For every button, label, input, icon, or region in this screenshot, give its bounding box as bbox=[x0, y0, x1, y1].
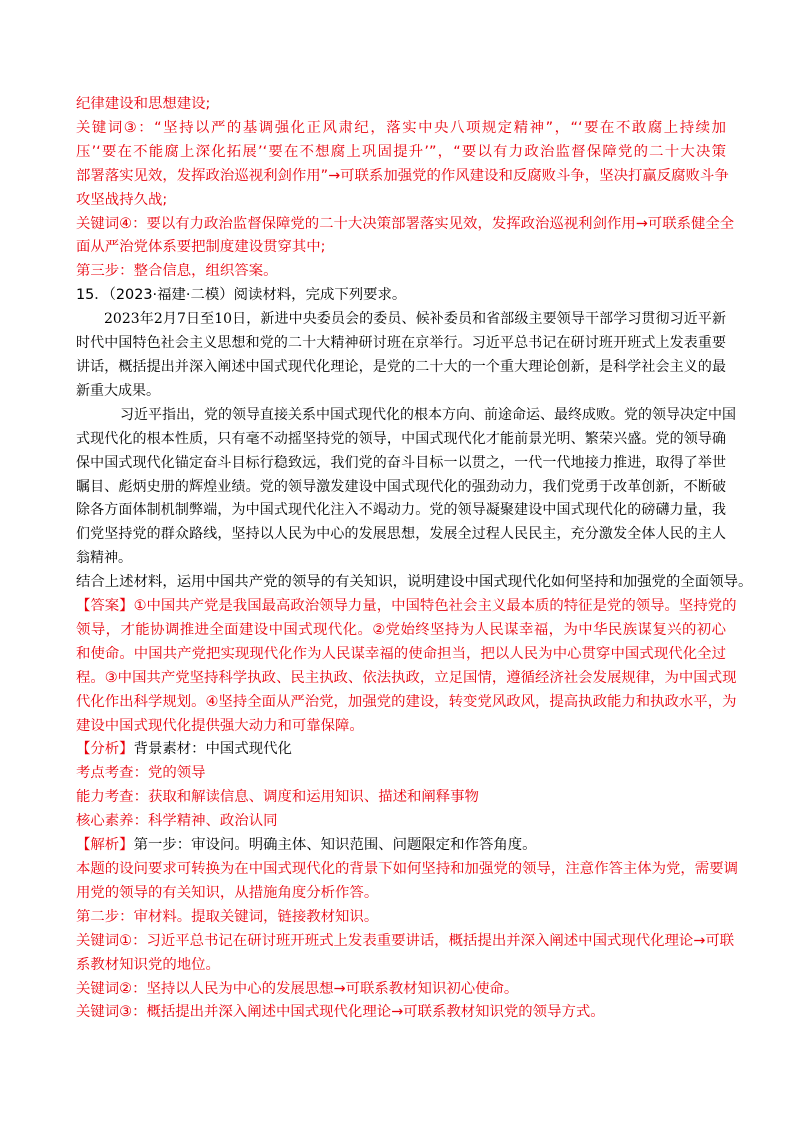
text-line: 关键词③：“坚持以严的基调强化正风肃纪，落实中央八项规定精神”，“‘要在不敢腐上持续加 bbox=[76, 119, 726, 136]
analysis-text: 背景素材：中国式现代化 bbox=[133, 741, 292, 758]
question-heading: 15．（2023·福建·二模）阅读材料，完成下列要求。 bbox=[76, 287, 407, 304]
material-line: 们党坚持党的群众路线，坚持以人民为中心的发展思想，发展全过程人民民主，充分激发全体人民的主人 bbox=[76, 526, 726, 543]
answer-line: 【答案】①中国共产党是我国最高政治领导力量，中国特色社会主义最本质的特征是党的领导。坚持党的 bbox=[76, 598, 737, 615]
text-line: 攻坚战持久战; bbox=[76, 191, 168, 208]
material-line: 翁精神。 bbox=[76, 550, 132, 567]
explanation-label: 【解析】 bbox=[76, 837, 134, 854]
explanation-line: 第二步：审材料。提取关键词，链接教材知识。 bbox=[76, 908, 379, 925]
text-line: 第三步：整合信息，组织答案。 bbox=[76, 263, 278, 280]
analysis-line bbox=[76, 738, 726, 762]
text-line: 纪律建设和思想建设; bbox=[76, 96, 211, 112]
explanation-line: 关键词③：概括提出并深入阐述中国式现代化理论→可联系教材知识党的领导方式。 bbox=[76, 1004, 605, 1021]
explanation-line bbox=[76, 834, 726, 858]
explanation-text: 第一步：审设问。明确主体、知识范围、问题限定和作答角度。 bbox=[133, 837, 537, 854]
answer-line: 领导，才能协调推进全面建设中国式现代化。②党始终坚持为人民谋幸福，为中华民族谋复兴的初心 bbox=[76, 621, 726, 638]
material-line: 新重大成果。 bbox=[76, 382, 160, 399]
material-line: 时代中国特色社会主义思想和党的二十大精神研讨班在京举行。习近平总书记在研讨班开班式上发表重要 bbox=[76, 335, 726, 352]
explanation-line: 关键词①：习近平总书记在研讨班开班式上发表重要讲话，概括提出并深入阐述中国式现代化理论→可联 bbox=[76, 932, 735, 949]
analysis-line: 考点考查：党的领导 bbox=[76, 765, 206, 782]
analysis-line: 核心素养：科学精神、政治认同 bbox=[76, 813, 278, 830]
text-line: 面从严治党体系要把制度建设贯穿其中; bbox=[76, 239, 326, 256]
material-line: 除各方面体制机制弊端，为中国式现代化注入不竭动力。党的领导凝聚建设中国式现代化的磅礴力量，我 bbox=[76, 502, 726, 519]
explanation-line: 关键词②：坚持以人民为中心的发展思想→可联系教材知识初心使命。 bbox=[76, 980, 519, 997]
text-line: 压’‘要在不能腐上深化拓展’‘要在不想腐上巩固提升’”，“要以有力政治监督保障党的二十大决策 bbox=[76, 143, 726, 160]
question-prompt: 结合上述材料，运用中国共产党的领导的有关知识，说明建设中国式现代化如何坚持和加强党的全面领导。 bbox=[76, 574, 753, 591]
document-page bbox=[76, 93, 753, 1025]
material-line: 讲话，概括提出并深入阐述中国式现代化理论，是党的二十大的一个重大理论创新，是科学社会主义的最 bbox=[76, 358, 726, 375]
explanation-line: 用党的领导的有关知识，从措施角度分析作答。 bbox=[76, 884, 379, 901]
explanation-line: 系教材知识党的地位。 bbox=[76, 956, 220, 973]
answer-line: 和使命。中国共产党把实现现代化作为人民谋幸福的使命担当，把以人民为中心贯穿中国式现代化全过 bbox=[76, 645, 726, 662]
answer-line: 建设中国式现代化提供强大动力和可靠保障。 bbox=[76, 717, 364, 734]
analysis-line: 能力考查：获取和解读信息、调度和运用知识、描述和阐释事物 bbox=[76, 789, 479, 806]
answer-block bbox=[76, 595, 737, 738]
text-line: 关键词④：要以有力政治监督保障党的二十大决策部署落实见效，发挥政治巡视利剑作用→可联系健全全 bbox=[76, 215, 735, 232]
material-line: 保中国式现代化锚定奋斗目标行稳致远，我们党的奋斗目标一以贯之，一代一代地接力推进，取得了举世 bbox=[76, 454, 726, 471]
material-line: 2023年2月7日至10日，新进中央委员会的委员、候补委员和省部级主要领导干部学习贯彻习近平新 bbox=[104, 311, 726, 328]
material-line: 习近平指出，党的领导直接关系中国式现代化的根本方向、前途命运、最终成败。党的领导决定中国 bbox=[120, 406, 736, 423]
analysis-label: 【分析】 bbox=[76, 741, 134, 758]
text-line: 部署落实见效，发挥政治巡视利剑作用”→可联系加强党的作风建设和反腐败斗争，坚决打赢反腐败斗争 bbox=[76, 167, 729, 184]
answer-line: 程。③中国共产党坚持科学执政、民主执政、依法执政，立足国情，遵循经济社会发展规律，为中国式现 bbox=[76, 669, 737, 686]
explanation-line: 本题的设问要求可转换为在中国式现代化的背景下如何坚持和加强党的领导，注意作答主体为党，需要调 bbox=[76, 861, 738, 877]
material-line: 式现代化的根本性质，只有毫不动摇坚持党的领导，中国式现代化才能前景光明、繁荣兴盛。党的领导确 bbox=[76, 430, 726, 447]
answer-line: 代化作出科学规划。④坚持全面从严治党，加强党的建设，转变党风政风，提高执政能力和执政水平，为 bbox=[76, 693, 737, 710]
material-block bbox=[76, 308, 736, 571]
material-line: 瞩目、彪炳史册的辉煌业绩。党的领导激发建设中国式现代化的强劲动力，我们党勇于改革创新，不断破 bbox=[76, 478, 726, 495]
